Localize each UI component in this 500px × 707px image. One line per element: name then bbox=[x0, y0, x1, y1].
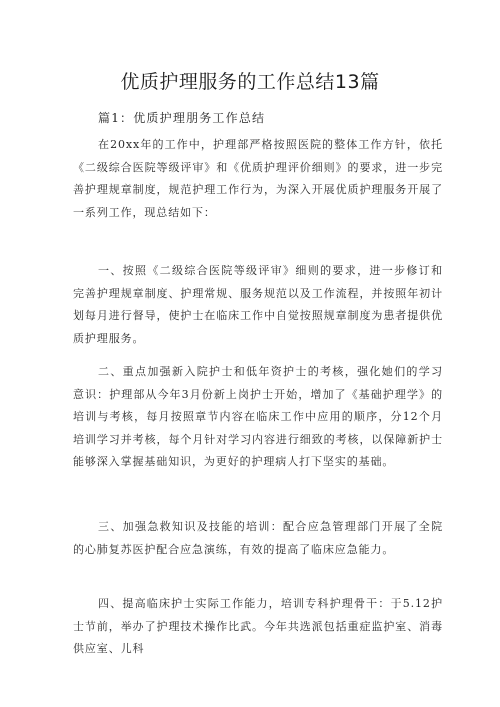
section-subtitle: 篇1：优质护理朋务工作总结 bbox=[98, 111, 266, 125]
paragraph-item-4: 四、提高临床护士实际工作能力，培训专科护理骨干：于5.12护士节前，举办了护理技术操作比武。今年共选派包括重症监护室、消毒供应室、儿科 bbox=[73, 597, 443, 655]
paragraph-intro: 在20xx年的工作中，护理部严格按照医院的整体工作方针，依托《二级综合医院等级评审》和《优质护理评价细则》的要求，进一步完善护理规章制度，规范护理工作行为，为深入开展优质护理服务开展了一系列工作，现总结如下： bbox=[73, 138, 443, 219]
document-title: 优质护理服务的工作总结13篇 bbox=[120, 71, 380, 93]
paragraph-item-3: 三、加强急救知识及技能的培训：配合应急管理部门开展了全院的心肺复苏医护配合应急演练，有效的提高了临床应急能力。 bbox=[73, 520, 443, 556]
paragraph-item-2: 二、重点加强新入院护士和低年资护士的考核，强化她们的学习意识：护理部从今年3月份新上岗护士开始，增加了《基础护理学》的培训与考核，每月按照章节内容在临床工作中应用的顺序，分12个月培训学习并考核，每个月针对学习内容进行细致的考核，以保障新护士能够深入掌握基础知识，为更好的护理病人打下坚实的基础。 bbox=[73, 365, 443, 468]
paragraph-item-1: 一、按照《二级综合医院等级评审》细则的要求，进一步修订和完善护理规章制度、护理常规、服务规范以及工作流程，并按照年初计划每月进行督导，使护士在临床工作中自觉按照规章制度为患者提供优质护理服务。 bbox=[73, 264, 443, 345]
